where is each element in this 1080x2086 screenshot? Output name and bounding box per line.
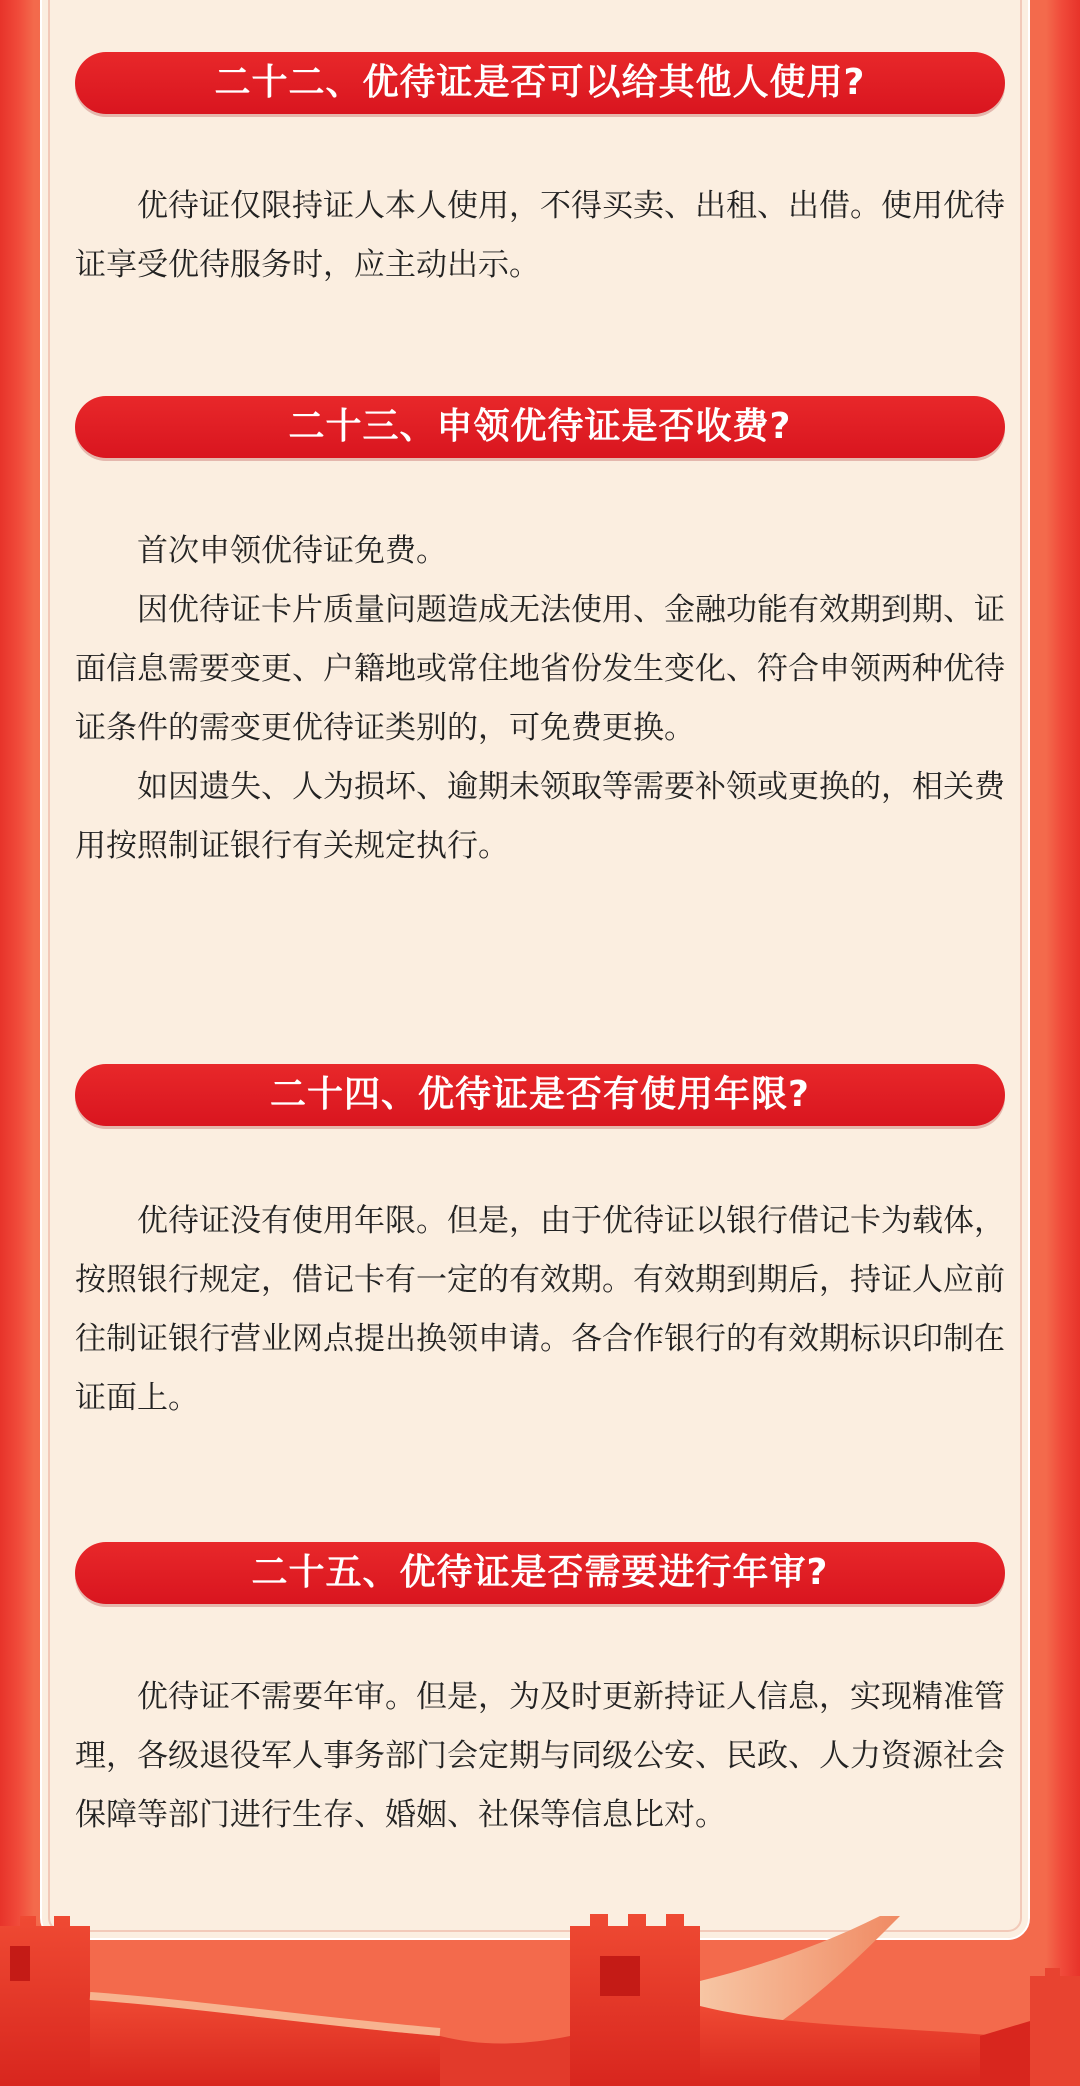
faq-section-22 [75, 52, 1005, 295]
section-body [75, 177, 1005, 295]
section-title-banner: 二十四、优待证是否有使用年限? [75, 1064, 1005, 1126]
faq-section-23 [75, 396, 1005, 876]
paragraph: 优待证没有使用年限。但是，由于优待证以银行借记卡为载体，按照银行规定，借记卡有一定的有效期。有效期到期后，持证人应前往制证银行营业网点提出换领申请。各合作银行的有效期标识印制在证面上。 [75, 1203, 1005, 1416]
faq-section-24 [75, 1064, 1005, 1428]
section-title-banner: 二十二、优待证是否可以给其他人使用? [75, 52, 1005, 114]
section-title-banner: 二十三、申领优待证是否收费? [75, 396, 1005, 458]
paragraph: 优待证不需要年审。但是，为及时更新持证人信息，实现精准管理，各级退役军人事务部门会定期与同级公安、民政、人力资源社会保障等部门进行生存、婚姻、社保等信息比对。 [75, 1679, 1005, 1833]
great-wall-illustration [0, 1886, 1080, 2086]
faq-section-25 [75, 1542, 1005, 1845]
paragraph: 首次申领优待证免费。 [137, 533, 447, 569]
section-title-banner: 二十五、优待证是否需要进行年审? [75, 1542, 1005, 1604]
section-body [75, 522, 1005, 876]
paragraph: 如因遗失、人为损坏、逾期未领取等需要补领或更换的，相关费用按照制证银行有关规定执行。 [75, 769, 1005, 864]
section-body [75, 1668, 1005, 1845]
paragraph: 优待证仅限持证人本人使用，不得买卖、出租、出借。使用优待证享受优待服务时，应主动出示。 [75, 188, 1005, 283]
section-body [75, 1192, 1005, 1428]
paragraph: 因优待证卡片质量问题造成无法使用、金融功能有效期到期、证面信息需要变更、户籍地或常住地省份发生变化、符合申领两种优待证条件的需变更优待证类别的，可免费更换。 [75, 592, 1005, 746]
